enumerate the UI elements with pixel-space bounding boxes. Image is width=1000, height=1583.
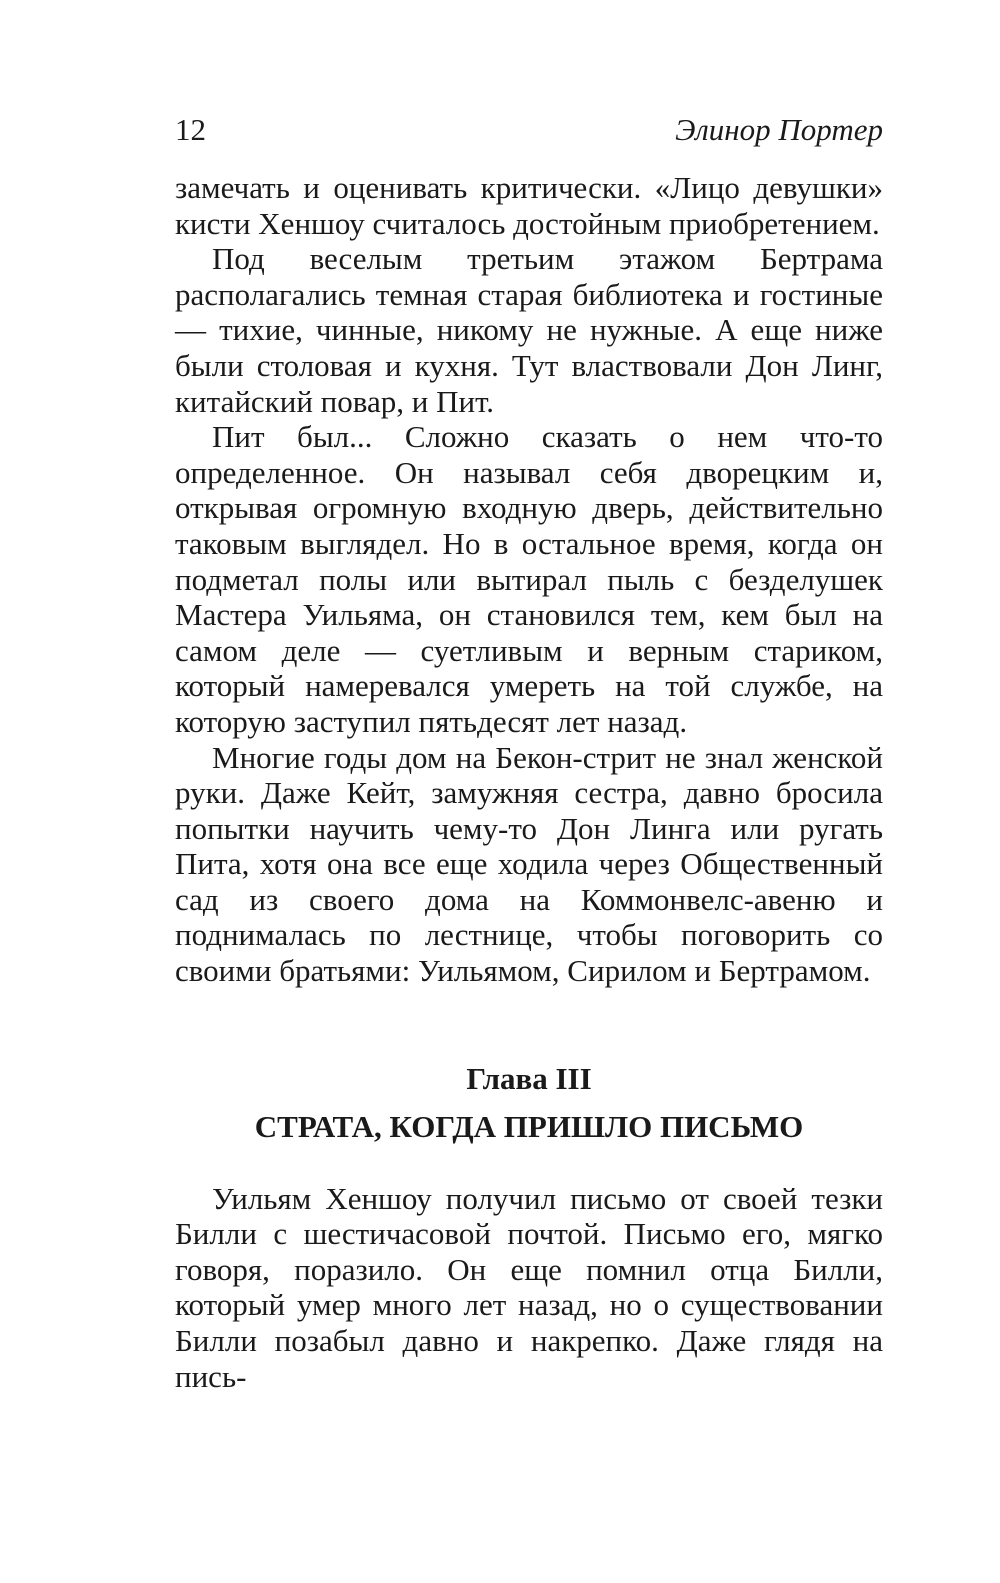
book-page (175, 110, 883, 1394)
paragraph: замечать и оценивать критически. «Лицо девушки» кисти Хеншоу считалось достойным приобретением. (175, 170, 883, 241)
paragraph: Многие годы дом на Бекон-стрит не знал женской руки. Даже Кейт, замужняя сестра, давно бросила попытки научить чему-то Дон Линга или ругать Пита, хотя она все еще ходила через Общественный сад из своего дома на Коммонвелс-авеню и поднималась по лестнице, чтобы поговорить со своими братьями: Уильямом, Сирилом и Бертрамом. (175, 739, 883, 989)
running-head-author: Элинор Портер (675, 112, 883, 147)
text-before-chapter (175, 170, 883, 989)
text-after-chapter (175, 1181, 883, 1395)
running-header (175, 110, 883, 170)
page-number: 12 (175, 112, 206, 147)
chapter-number: Глава III (466, 1060, 592, 1096)
paragraph: Пит был... Сложно сказать о нем что-то определенное. Он называл себя дворецким и, открывая огромную входную дверь, действительно таковым выглядел. Но в остальное время, когда он подметал полы или вытирал пыль с безделушек Мастера Уильяма, он становился тем, кем был на самом деле — суетливым и верным стариком, который намеревался умереть на той службе, на которую заступил пятьдесят лет назад. (175, 419, 883, 739)
paragraph: Уильям Хеншоу получил письмо от своей тезки Билли с шестичасовой почтой. Письмо его, мягко говоря, поразило. Он еще помнил отца Билли, который умер много лет назад, но о существовании Билли позабыл давно и накрепко. Даже глядя на пись- (175, 1180, 883, 1394)
chapter-heading (175, 1055, 883, 1151)
paragraph: Под веселым третьим этажом Бертрама располагались темная старая библиотека и гостиные — тихие, чинные, никому не нужные. А еще ниже были столовая и кухня. Тут властвовали Дон Линг, китайский повар, и Пит. (175, 241, 883, 419)
chapter-title: СТРАТА, КОГДА ПРИШЛО ПИСЬМО (254, 1108, 804, 1144)
